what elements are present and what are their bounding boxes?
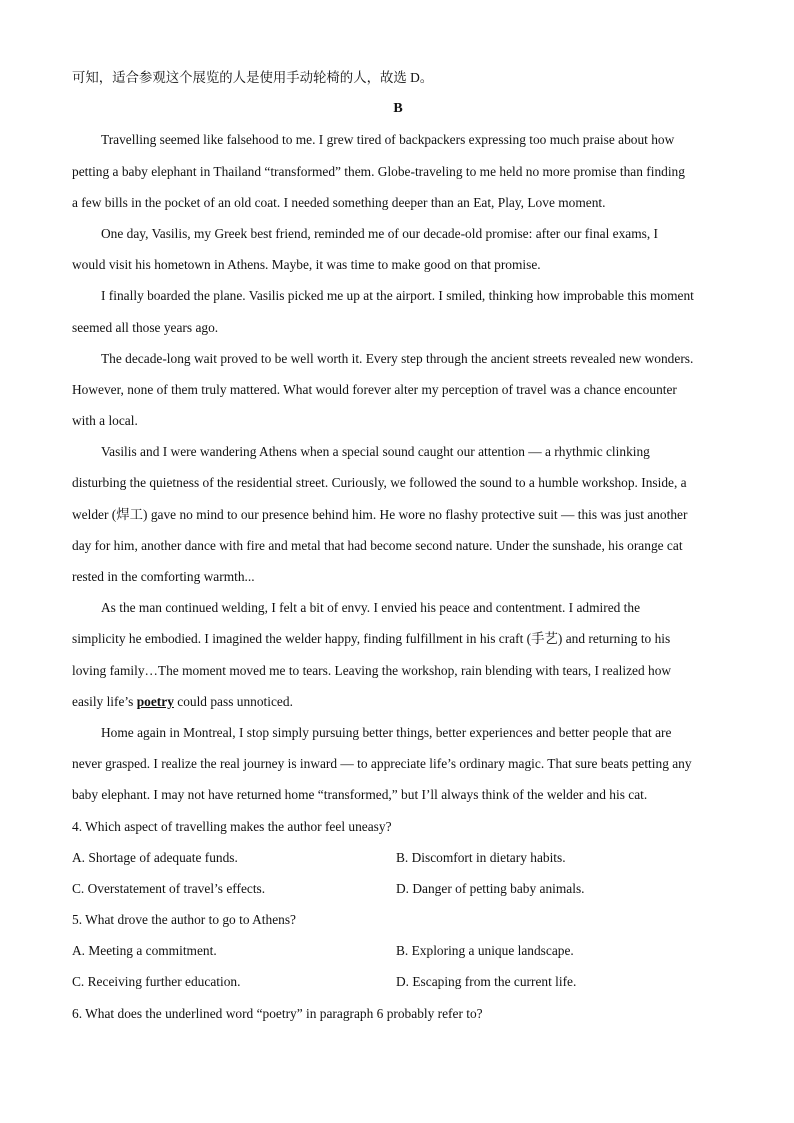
paragraph-line: with a local.	[72, 413, 138, 429]
option-b: B. Discomfort in dietary habits.	[396, 849, 566, 865]
paragraph-3	[72, 280, 724, 342]
option-c: C. Receiving further education.	[72, 974, 241, 990]
paragraph-line: The decade-long wait proved to be well worth it. Every step through the ancient streets revealed new wonders.	[101, 350, 694, 366]
paragraph-line: disturbing the quietness of the residential street. Curiously, we followed the sound to a humble workshop. Inside, a	[72, 475, 687, 491]
question-4-options-row-2	[72, 873, 724, 904]
paragraph-2	[72, 218, 724, 280]
paragraph-line: seemed all those years ago.	[72, 319, 219, 335]
paragraph-line: Vasilis and I were wandering Athens when a special sound caught our attention — a rhythmic clinking	[101, 444, 650, 460]
question-5-options-row-2	[72, 966, 724, 997]
section-title: B	[393, 101, 403, 117]
paragraph-line: However, none of them truly mattered. What would forever alter my perception of travel was a chance encounter	[72, 381, 677, 397]
option-d: D. Danger of petting baby animals.	[396, 880, 585, 896]
paragraph-line: baby elephant. I may not have returned home “transformed,” but I’ll always think of the welder and his cat.	[72, 787, 648, 803]
paragraph-line: never grasped. I realize the real journey is inward — to appreciate life’s ordinary magic. That sure beats petting any	[72, 756, 692, 772]
paragraph-5	[72, 436, 724, 592]
question-5-stem: 5. What drove the author to go to Athens?	[72, 912, 296, 928]
paragraph-line: Travelling seemed like falsehood to me. I grew tired of backpackers expressing too much praise about how	[101, 132, 675, 148]
paragraph-text: could pass unnoticed.	[173, 693, 293, 709]
paragraph-line: would visit his hometown in Athens. Maybe, it was time to make good on that promise.	[72, 257, 541, 273]
underlined-word-poetry: poetry	[136, 693, 174, 709]
question-6-stem: 6. What does the underlined word “poetry” in paragraph 6 probably refer to?	[72, 1005, 483, 1021]
paragraph-line: One day, Vasilis, my Greek best friend, reminded me of our decade-old promise: after our final exams, I	[101, 225, 659, 241]
paragraph-1	[72, 124, 724, 218]
paragraph-4	[72, 343, 724, 437]
paragraph-line: petting a baby elephant in Thailand “transformed” them. Globe-traveling to me held no more promise than finding	[72, 163, 685, 179]
option-a: A. Meeting a commitment.	[72, 943, 217, 959]
question-4-options-row-1	[72, 842, 724, 873]
paragraph-line: As the man continued welding, I felt a bit of envy. I envied his peace and contentment. I admired the	[101, 600, 641, 616]
paragraph-line: loving family…The moment moved me to tears. Leaving the workshop, rain blending with tears, I realized how	[72, 662, 672, 678]
answer-explanation-note: 可知，适合参观这个展览的人是使用手动轮椅的人，故选 D。	[72, 70, 434, 85]
paragraph-line: Home again in Montreal, I stop simply pursuing better things, better experiences and better people that are	[101, 724, 672, 740]
question-4-stem: 4. Which aspect of travelling makes the author feel uneasy?	[72, 818, 392, 834]
paragraph-line: a few bills in the pocket of an old coat. I needed something deeper than an Eat, Play, Love moment.	[72, 194, 606, 210]
paragraph-line	[72, 686, 724, 717]
document-page	[72, 62, 724, 1029]
option-a: A. Shortage of adequate funds.	[72, 849, 238, 865]
paragraph-7	[72, 717, 724, 811]
paragraph-line: welder (焊工) gave no mind to our presence behind him. He wore no flashy protective suit — this was just another	[72, 506, 688, 522]
paragraph-line: simplicity he embodied. I imagined the welder happy, finding fulfillment in his craft (手艺) and returning to his	[72, 631, 671, 647]
paragraph-6	[72, 592, 724, 717]
paragraph-text: easily life’s	[72, 693, 137, 709]
paragraph-line: I finally boarded the plane. Vasilis picked me up at the airport. I smiled, thinking how improbable this moment	[101, 288, 694, 304]
question-5-options-row-1	[72, 935, 724, 966]
paragraph-line: day for him, another dance with fire and metal that had become second nature. Under the sunshade, his orange cat	[72, 537, 683, 553]
option-c: C. Overstatement of travel’s effects.	[72, 880, 266, 896]
option-d: D. Escaping from the current life.	[396, 974, 577, 990]
paragraph-line: rested in the comforting warmth...	[72, 569, 255, 584]
option-b: B. Exploring a unique landscape.	[396, 943, 574, 959]
